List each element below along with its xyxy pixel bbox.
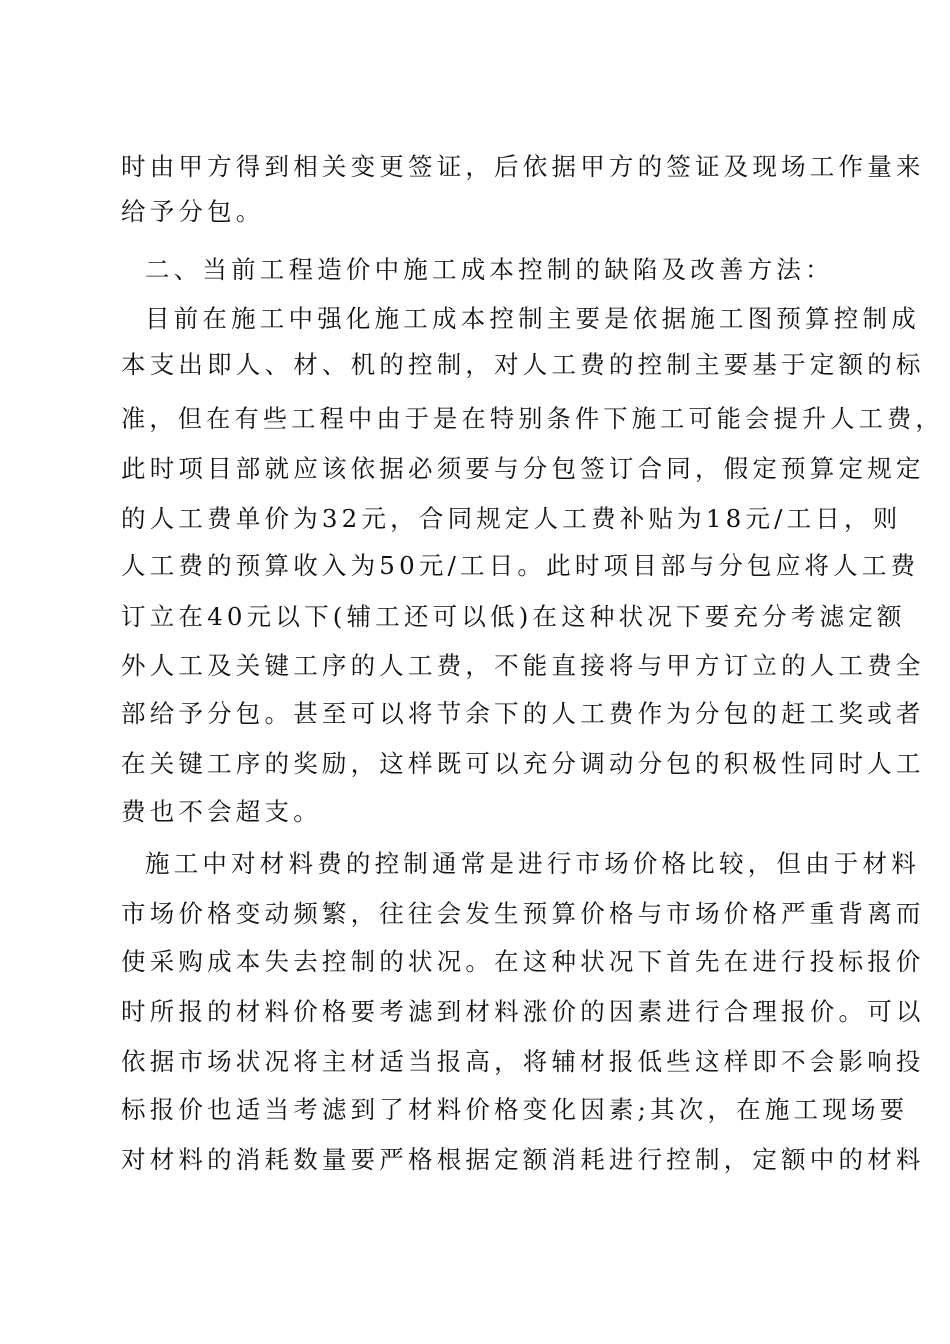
text-line: 部给予分包。甚至可以将节余下的人工费作为分包的赶工奖或者 <box>121 699 925 728</box>
text-line: 时所报的材料价格要考滤到材料涨价的因素进行合理报价。可以 <box>121 997 925 1026</box>
text-line: 市场价格变动频繁，往往会发生预算价格与市场价格严重背离而 <box>121 899 925 928</box>
text-line: 在关键工序的奖励，这样既可以充分调动分包的积极性同时人工 <box>121 749 925 778</box>
text-line: 使采购成本失去控制的状况。在这种状况下首先在进行投标报价 <box>121 947 925 976</box>
text-line: 费也不会超支。 <box>121 797 322 826</box>
text-line: 对材料的消耗数量要严格根据定额消耗进行控制，定额中的材料 <box>121 1145 925 1174</box>
text-line: 给予分包。 <box>121 197 265 226</box>
text-line: 此时项目部就应该依据必须要与分包签订合同，假定预算定规定 <box>121 454 925 483</box>
text-line: 标报价也适当考滤到了材料价格变化因素;其次，在施工现场要 <box>121 1095 909 1124</box>
text-line: 施工中对材料费的控制通常是进行市场价格比较，但由于材料 <box>145 849 920 878</box>
text-line: 目前在施工中强化施工成本控制主要是依据施工图预算控制成 <box>145 304 920 333</box>
text-line: 外人工及关键工序的人工费，不能直接将与甲方订立的人工费全 <box>121 651 925 680</box>
text-line: 本支出即人、材、机的控制，对人工费的控制主要基于定额的标 <box>121 350 925 379</box>
text-line: 时由甲方得到相关变更签证，后依据甲方的签证及现场工作量来 <box>121 152 925 181</box>
text-line: 准，但在有些工程中由于是在特别条件下施工可能会提升人工费， <box>121 405 944 433</box>
text-line: 订立在40元以下(辅工还可以低)在这种状况下要充分考滤定额 <box>121 602 906 631</box>
text-line: 的人工费单价为32元，合同规定人工费补贴为18元/工日，则 <box>121 504 902 533</box>
text-line: 人工费的预算收入为50元/工日。此时项目部与分包应将人工费 <box>121 551 920 580</box>
section-heading: 二、当前工程造价中施工成本控制的缺陷及改善方法： <box>145 255 834 284</box>
text-line: 依据市场状况将主材适当报高，将辅材报低些这样即不会影响投 <box>121 1047 925 1076</box>
